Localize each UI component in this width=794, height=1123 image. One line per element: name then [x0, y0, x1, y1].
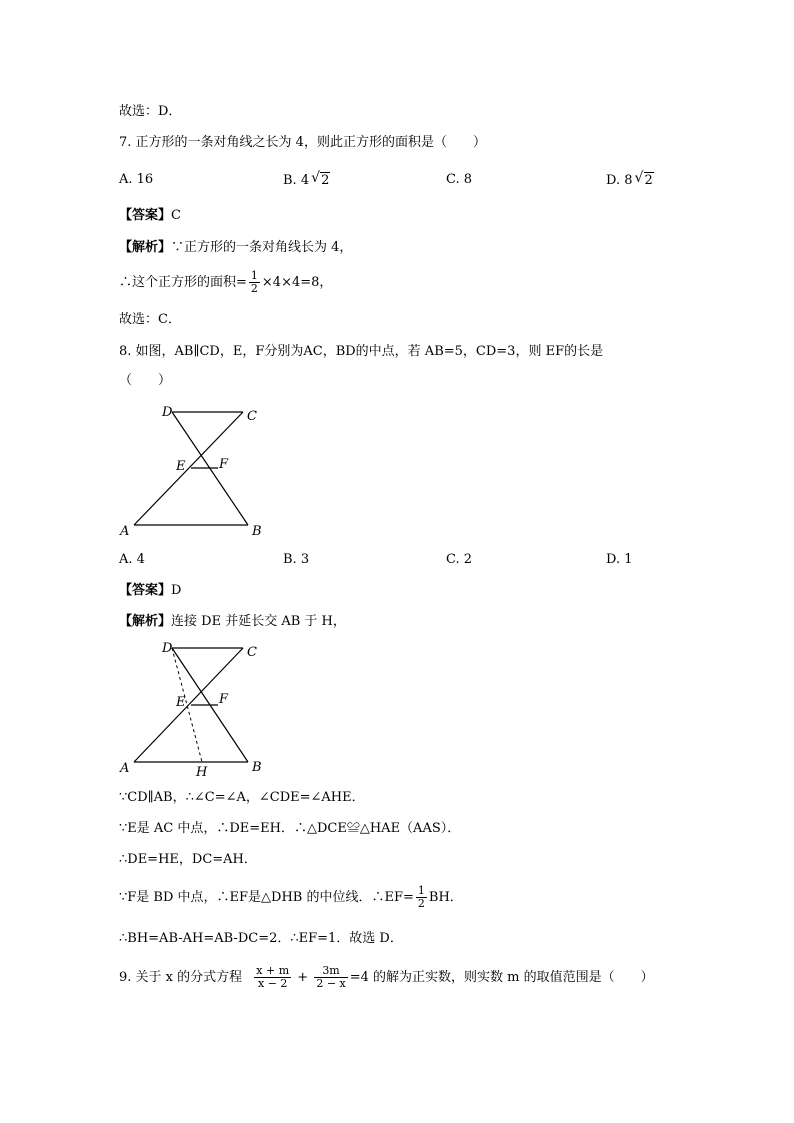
label-D: D [162, 405, 173, 420]
q7-option-b-label: B. 4 [283, 173, 310, 188]
geometry-figure-2 [110, 636, 280, 784]
q8-option-d: D. 1 [606, 552, 633, 567]
q7-option-d-radical: √ 2 [644, 172, 654, 189]
label-A: A [120, 524, 130, 539]
step-4-text: ∵F是 BD 中点，∴EF是△DHB 的中位线．∴EF= [119, 890, 414, 905]
q7-option-a: A. 16 [119, 172, 154, 187]
q7-area-line [119, 268, 332, 298]
question-8-line2: （ ） [119, 373, 172, 388]
q9-fraction-1: $\frac{x + m}{x - 2}$ [256, 964, 290, 990]
question-7: 7. 正方形的一条对角线之长为 4，则此正方形的面积是（ ） [119, 135, 486, 150]
plus-sign: + [297, 970, 309, 985]
proof-step-1: ∵CD∥AB，∴∠C=∠A，∠CDE=∠AHE． [119, 790, 365, 805]
q8-answer [119, 583, 181, 599]
label-H: H [196, 765, 208, 780]
geometry-figure-1 [110, 398, 280, 540]
label-A: A [120, 761, 130, 776]
label-B: B [252, 524, 262, 539]
step-4-text-post: BH． [428, 890, 463, 905]
answer-value: D [171, 583, 182, 598]
q7-option-d [606, 172, 654, 189]
q9-text-post: =4 的解为正实数，则实数 m 的取值范围是（ ） [349, 970, 654, 985]
area-text: ∴这个正方形的面积= [119, 275, 247, 290]
q7-conclusion: 故选：C． [119, 312, 181, 327]
q8-option-c: C. 2 [446, 552, 473, 567]
answer-choice-text: 故选：D． [119, 104, 182, 119]
answer-tag: 【答案】 [119, 583, 172, 598]
q7-analysis [119, 240, 352, 256]
label-F: F [219, 692, 229, 707]
proof-step-4 [119, 883, 463, 913]
label-E: E [176, 695, 186, 710]
proof-step-3: ∴DE=HE，DC=AH． [119, 852, 257, 867]
label-C: C [247, 409, 257, 424]
area-text-post: ×4×4=8， [261, 275, 333, 290]
fraction-half: $\frac{1}{2}$ [250, 269, 258, 295]
label-D: D [162, 641, 173, 656]
answer-tag: 【答案】 [119, 208, 172, 223]
q8-option-b: B. 3 [283, 552, 310, 567]
question-9 [119, 958, 654, 998]
q7-option-b [283, 172, 330, 189]
label-B: B [252, 760, 262, 775]
proof-step-2: ∵E是 AC 中点，∴DE=EH．∴△DCE≌△HAE（AAS）． [119, 821, 461, 836]
proof-step-5: ∴BH=AB-AH=AB-DC=2．∴EF=1．故选 D． [119, 931, 403, 946]
analysis-tag: 【解析】 [119, 240, 172, 255]
label-C: C [247, 645, 257, 660]
analysis-text: 连接 DE 并延长交 AB 于 H， [171, 614, 346, 629]
fraction-half: $\frac{1}{2}$ [417, 884, 425, 910]
analysis-text: ∵正方形的一条对角线长为 4， [171, 240, 353, 255]
q9-text: 9. 关于 x 的分式方程 [119, 970, 243, 985]
q9-fraction-2: $\frac{3m}{2 - x}$ [316, 964, 346, 990]
label-F: F [219, 457, 229, 472]
q7-option-d-label: D. 8 [606, 173, 633, 188]
answer-value: C [171, 208, 181, 223]
q7-option-b-radical: √ 2 [320, 172, 330, 189]
question-8-line1: 8. 如图，AB∥CD，E，F分别为AC，BD的中点，若 AB=5，CD=3，则 EF的长是 [119, 344, 604, 359]
q7-answer [119, 208, 181, 224]
q7-option-c: C. 8 [446, 172, 473, 187]
analysis-tag: 【解析】 [119, 614, 172, 629]
q8-option-a: A. 4 [119, 552, 145, 567]
label-E: E [176, 459, 186, 474]
q8-analysis [119, 614, 346, 630]
